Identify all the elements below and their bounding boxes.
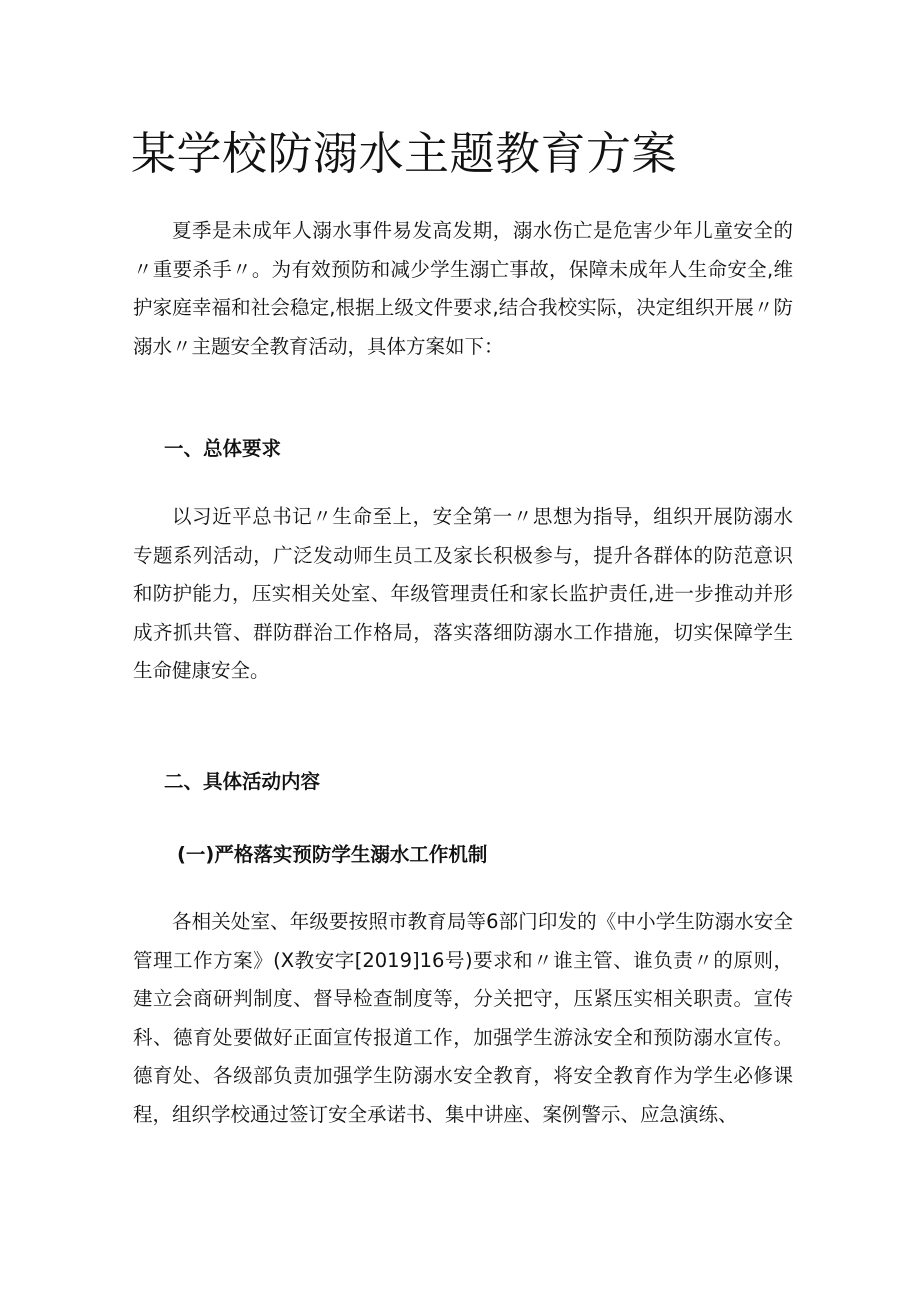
section-heading-activity-content: 二、具体活动内容	[164, 770, 321, 793]
prevention-mechanism-paragraph: 各相关处室、年级要按照市教育局等6部门印发的《中小学生防溺水安全管理工作方案》(X教安字[2019]16号)要求和〃谁主管、谁负责〃的原则，建立会商研判制度、督导检查制度等，分关把守，压紧压实相关职责。宣传科、德育处要做好正面宣传报道工作，加强学生游泳安全和预防溺水宣传。德育处、各级部负责加强学生防溺水安全教育，将安全教育作为学生必修课程，组织学校通过签订安全承诺书、集中讲座、案例警示、应急演练、	[133, 910, 793, 1126]
section-heading-overall-requirements: 一、总体要求	[164, 437, 282, 460]
overall-requirements-paragraph: 以习近平总书记〃生命至上，安全第一〃思想为指导，组织开展防溺水专题系列活动，广泛发动师生员工及家长积极参与，提升各群体的防范意识和防护能力，压实相关处室、年级管理责任和家长监护责任,进一步推动并形成齐抓共管、群防群治工作格局，落实落细防溺水工作措施，切实保障学生生命健康安全。	[133, 505, 793, 682]
intro-paragraph: 夏季是未成年人溺水事件易发高发期，溺水伤亡是危害少年儿童安全的〃重要杀手〃。为有效预防和减少学生溺亡事故，保障未成年人生命安全,维护家庭幸福和社会稳定,根据上级文件要求,结合我校实际，决定组织开展〃防溺水〃主题安全教育活动，具体方案如下：	[133, 219, 793, 358]
document-title: 某学校防溺水主题教育方案	[131, 127, 678, 180]
subsection-heading-prevention-mechanism: (一)严格落实预防学生溺水工作机制	[177, 843, 488, 866]
